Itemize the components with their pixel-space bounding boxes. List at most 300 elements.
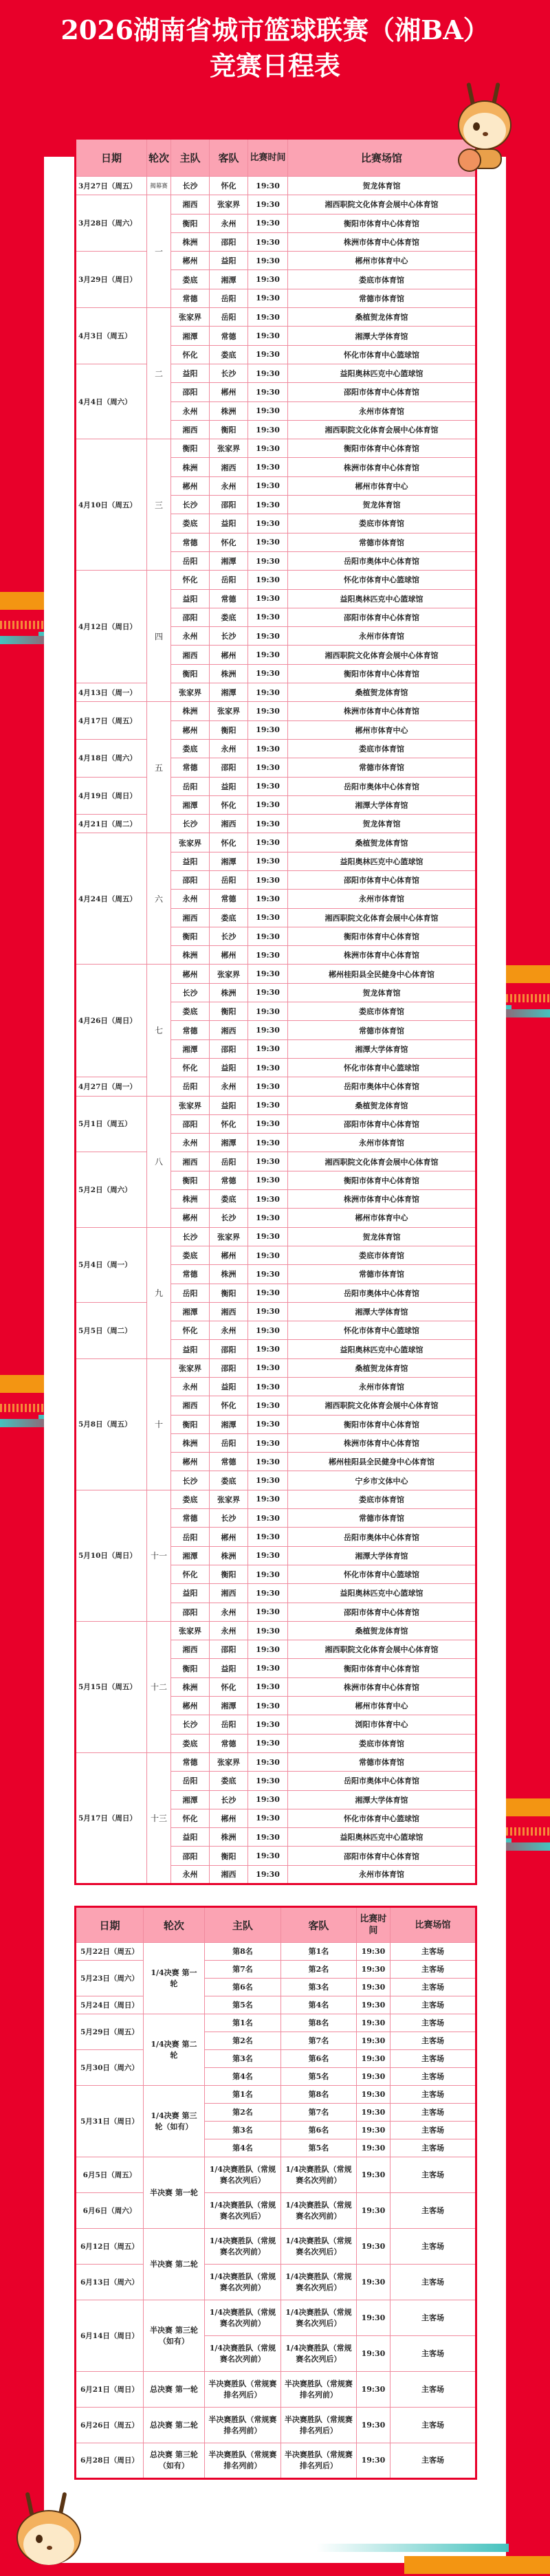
cell-date: 3月28日（周六） (76, 195, 147, 252)
cell-venue: 主客场 (390, 1979, 476, 1996)
cell-home-team: 湘西 (171, 420, 210, 439)
cell-home-team: 永州 (171, 1134, 210, 1152)
cell-time: 19:30 (248, 777, 288, 795)
table-row (76, 1943, 476, 1961)
cell-home-team: 常德 (171, 758, 210, 777)
cell-away-team: 娄底 (210, 1190, 248, 1209)
cell-away-team: 长沙 (210, 927, 248, 945)
cell-venue: 主客场 (390, 2068, 476, 2086)
cell-venue: 郴州桂阳县全民健身中心体育馆 (288, 1453, 476, 1471)
cell-home-team: 株洲 (171, 946, 210, 965)
cell-home-team: 衡阳 (171, 214, 210, 232)
cell-away-team: 怀化 (210, 177, 248, 195)
page-title (0, 12, 550, 84)
cell-venue: 湘西职院文化体育会展中心体育馆 (288, 420, 476, 439)
cell-time: 19:30 (356, 1996, 390, 2014)
cell-round: 八 (147, 1096, 171, 1227)
cell-venue: 怀化市体育中心篮球馆 (288, 571, 476, 589)
col-header-time: 比赛时间 (248, 139, 288, 177)
cell-time: 19:30 (248, 1584, 288, 1603)
cell-time: 19:30 (248, 214, 288, 232)
cell-time: 19:30 (248, 1865, 288, 1884)
cell-round: 十 (147, 1358, 171, 1490)
cell-away-team: 第7名 (280, 2104, 356, 2122)
cell-away-team: 岳阳 (210, 308, 248, 327)
cell-venue: 湘西职院文化体育会展中心体育馆 (288, 646, 476, 664)
cell-time: 19:30 (356, 2139, 390, 2157)
regular-season-table (74, 137, 477, 1885)
cell-home-team: 1/4决赛胜队（常规赛名次列前） (204, 2265, 280, 2300)
cell-time: 19:30 (248, 1340, 288, 1358)
cell-home-team: 怀化 (171, 571, 210, 589)
cell-time: 19:30 (356, 2014, 390, 2032)
cell-time: 19:30 (248, 1171, 288, 1189)
cell-venue: 益阳奥林匹克中心篮球馆 (288, 852, 476, 870)
cell-time: 19:30 (248, 551, 288, 570)
cell-date: 6月13日（周六） (76, 2265, 144, 2300)
cell-home-team: 第2名 (204, 2032, 280, 2050)
cell-away-team: 张家界 (210, 1227, 248, 1246)
cell-time: 19:30 (248, 890, 288, 908)
table-row (76, 1358, 476, 1377)
cell-time: 19:30 (248, 1453, 288, 1471)
cell-away-team: 半决赛胜队（常规赛排名列前） (280, 2372, 356, 2408)
cell-home-team: 邵阳 (171, 608, 210, 626)
cell-venue: 永州市体育馆 (288, 890, 476, 908)
cell-venue: 郴州市体育中心 (288, 1209, 476, 1227)
cell-home-team: 第5名 (204, 1996, 280, 2014)
cell-venue: 益阳奥林匹克中心篮球馆 (288, 1340, 476, 1358)
cell-venue: 湘潭大学体育馆 (288, 1039, 476, 1058)
cell-home-team: 益阳 (171, 1584, 210, 1603)
cell-home-team: 张家界 (171, 683, 210, 702)
cell-venue: 娄底市体育馆 (288, 1246, 476, 1264)
cell-home-team: 永州 (171, 627, 210, 646)
cell-away-team: 株洲 (210, 1828, 248, 1847)
cell-venue: 桑植贺龙体育馆 (288, 1621, 476, 1640)
cell-time: 19:30 (248, 965, 288, 983)
cell-away-team: 第5名 (280, 2139, 356, 2157)
table-header-row (76, 1907, 476, 1943)
cell-date: 5月4日（周一） (76, 1227, 147, 1302)
cell-venue: 永州市体育馆 (288, 627, 476, 646)
table-row (76, 1227, 476, 1246)
cell-home-team: 怀化 (171, 1058, 210, 1077)
cell-round: 一 (147, 195, 171, 308)
cell-home-team: 娄底 (171, 270, 210, 289)
cell-round: 总决赛 第一轮 (143, 2372, 204, 2408)
cell-home-team: 邵阳 (171, 383, 210, 401)
cell-away-team: 衡阳 (210, 1284, 248, 1302)
col-header-date: 日期 (76, 1907, 144, 1943)
cell-time: 19:30 (248, 345, 288, 364)
cell-venue: 郴州市体育中心 (288, 252, 476, 270)
cell-home-team: 湘潭 (171, 1302, 210, 1321)
cell-venue: 永州市体育馆 (288, 1865, 476, 1884)
cell-home-team: 益阳 (171, 1828, 210, 1847)
cell-home-team: 常德 (171, 289, 210, 307)
cell-away-team: 邵阳 (210, 496, 248, 514)
table-row (76, 777, 476, 795)
cell-home-team: 1/4决赛胜队（常规赛名次列前） (204, 2336, 280, 2372)
cell-away-team: 湘潭 (210, 1134, 248, 1152)
cell-time: 19:30 (248, 1152, 288, 1171)
cell-time: 19:30 (248, 1433, 288, 1452)
cell-home-team: 长沙 (171, 1227, 210, 1246)
table-row (76, 2443, 476, 2479)
cell-home-team: 第4名 (204, 2068, 280, 2086)
cell-away-team: 永州 (210, 1077, 248, 1096)
cell-date: 4月26日（周日） (76, 965, 147, 1077)
cell-home-team: 怀化 (171, 1809, 210, 1827)
cell-venue: 岳阳市奥体中心体育馆 (288, 1528, 476, 1546)
cell-home-team: 1/4决赛胜队（常规赛名次列后） (204, 2157, 280, 2193)
cell-away-team: 1/4决赛胜队（常规赛名次列前） (280, 2193, 356, 2229)
cell-time: 19:30 (248, 608, 288, 626)
table-row (76, 1077, 476, 1096)
cell-venue: 岳阳市奥体中心体育馆 (288, 1772, 476, 1790)
cell-away-team: 永州 (210, 214, 248, 232)
title-line-2: 竞赛日程表 (209, 50, 340, 81)
col-header-away: 客队 (210, 139, 248, 177)
cell-away-team: 常德 (210, 1171, 248, 1189)
cell-venue: 娄底市体育馆 (288, 514, 476, 533)
cell-venue: 主客场 (390, 2300, 476, 2336)
cell-venue: 郴州市体育中心 (288, 1697, 476, 1715)
table-row (76, 815, 476, 833)
cell-date: 5月22日（周五） (76, 1943, 144, 1961)
cell-time: 19:30 (248, 289, 288, 307)
cell-round: 十三 (147, 1752, 171, 1884)
cell-time: 19:30 (248, 439, 288, 458)
cell-venue: 主客场 (390, 1943, 476, 1961)
cell-time: 19:30 (248, 683, 288, 702)
cell-home-team: 第8名 (204, 1943, 280, 1961)
cell-time: 19:30 (248, 252, 288, 270)
deer-mascot-top (454, 82, 516, 220)
cell-away-team: 永州 (210, 476, 248, 495)
cell-date: 6月26日（周五） (76, 2408, 144, 2443)
cell-away-team: 郴州 (210, 1528, 248, 1546)
cell-away-team: 张家界 (210, 1490, 248, 1508)
cell-away-team: 郴州 (210, 946, 248, 965)
cell-venue: 主客场 (390, 2014, 476, 2032)
cell-time: 19:30 (248, 758, 288, 777)
table-row (76, 2408, 476, 2443)
table-header-row (76, 139, 476, 177)
cell-time: 19:30 (248, 1039, 288, 1058)
cell-away-team: 益阳 (210, 1096, 248, 1114)
cell-home-team: 娄底 (171, 739, 210, 758)
cell-venue: 永州市体育馆 (288, 1378, 476, 1396)
cell-venue: 株洲市体育中心体育馆 (288, 946, 476, 965)
cell-home-team: 第3名 (204, 2122, 280, 2139)
cell-away-team: 岳阳 (210, 870, 248, 889)
cell-venue: 怀化市体育中心篮球馆 (288, 1321, 476, 1340)
cell-round: 1/4决赛 第一轮 (143, 1943, 204, 2014)
table-row (76, 2157, 476, 2193)
cell-time: 19:30 (248, 420, 288, 439)
cell-venue: 贺龙体育馆 (288, 815, 476, 833)
table-row (76, 2265, 476, 2300)
cell-away-team: 第4名 (280, 1996, 356, 2014)
cell-home-team: 衡阳 (171, 1171, 210, 1189)
cell-venue: 主客场 (390, 2139, 476, 2157)
cell-home-team: 长沙 (171, 983, 210, 1002)
cell-round: 二 (147, 308, 171, 439)
cell-home-team: 常德 (171, 1265, 210, 1284)
cell-time: 19:30 (248, 983, 288, 1002)
cell-away-team: 张家界 (210, 195, 248, 214)
cell-date: 4月21日（周二） (76, 815, 147, 833)
cell-away-team: 湘西 (210, 1302, 248, 1321)
cell-venue: 永州市体育馆 (288, 1134, 476, 1152)
playoffs-table (74, 1906, 477, 2480)
cell-time: 19:30 (248, 1715, 288, 1734)
cell-away-team: 娄底 (210, 345, 248, 364)
cell-home-team: 娄底 (171, 1490, 210, 1508)
cell-venue: 娄底市体育馆 (288, 1490, 476, 1508)
cell-venue: 桑植贺龙体育馆 (288, 833, 476, 852)
cell-date: 5月30日（周六） (76, 2050, 144, 2086)
cell-home-team: 张家界 (171, 833, 210, 852)
cell-time: 19:30 (248, 496, 288, 514)
cell-home-team: 郴州 (171, 720, 210, 739)
cell-away-team: 第2名 (280, 1961, 356, 1979)
table-row (76, 439, 476, 458)
table-row (76, 833, 476, 852)
cell-home-team: 半决赛胜队（常规赛排名列前） (204, 2408, 280, 2443)
cell-venue: 湘潭大学体育馆 (288, 1302, 476, 1321)
cell-away-team: 半决赛胜队（常规赛排名列后） (280, 2408, 356, 2443)
cell-home-team: 益阳 (171, 364, 210, 382)
cell-venue: 常德市体育馆 (288, 1265, 476, 1284)
cell-venue: 株洲市体育中心体育馆 (288, 1190, 476, 1209)
cell-away-team: 长沙 (210, 1790, 248, 1809)
cell-time: 19:30 (248, 1415, 288, 1433)
cell-home-team: 张家界 (171, 1621, 210, 1640)
cell-venue: 浏阳市体育中心 (288, 1715, 476, 1734)
cell-round: 七 (147, 965, 171, 1096)
cell-round: 揭幕赛 (147, 177, 171, 195)
cell-home-team: 常德 (171, 1509, 210, 1528)
cell-venue: 主客场 (390, 2372, 476, 2408)
table-row (76, 1490, 476, 1508)
cell-time: 19:30 (248, 720, 288, 739)
cell-venue: 衡阳市体育中心体育馆 (288, 664, 476, 683)
cell-away-team: 衡阳 (210, 1565, 248, 1583)
cell-away-team: 娄底 (210, 608, 248, 626)
cell-time: 19:30 (356, 2193, 390, 2229)
cell-venue: 益阳奥林匹克中心篮球馆 (288, 1828, 476, 1847)
cell-venue: 益阳奥林匹克中心篮球馆 (288, 589, 476, 608)
cell-away-team: 湘西 (210, 1584, 248, 1603)
cell-date: 4月13日（周一） (76, 683, 147, 702)
cell-time: 19:30 (248, 383, 288, 401)
cell-home-team: 邵阳 (171, 1847, 210, 1865)
cell-away-team: 常德 (210, 1734, 248, 1752)
table-row (76, 308, 476, 327)
cell-away-team: 株洲 (210, 1546, 248, 1565)
cell-away-team: 郴州 (210, 1809, 248, 1827)
cell-date: 3月27日（周五） (76, 177, 147, 195)
bottom-orange-bar (404, 2556, 550, 2574)
cell-away-team: 湘潭 (210, 683, 248, 702)
cell-venue: 岳阳市奥体中心体育馆 (288, 777, 476, 795)
cell-venue: 主客场 (390, 2050, 476, 2068)
cell-home-team: 1/4决赛胜队（常规赛名次列前） (204, 2300, 280, 2336)
cell-home-team: 湘潭 (171, 1546, 210, 1565)
cell-round: 四 (147, 571, 171, 702)
cell-home-team: 怀化 (171, 345, 210, 364)
cell-venue: 株洲市体育中心体育馆 (288, 1677, 476, 1696)
cell-venue: 益阳奥林匹克中心篮球馆 (288, 364, 476, 382)
cell-time: 19:30 (248, 1114, 288, 1133)
cell-date: 4月19日（周日） (76, 777, 147, 815)
cell-venue: 贺龙体育馆 (288, 983, 476, 1002)
cell-home-team: 郴州 (171, 252, 210, 270)
cell-home-team: 半决赛胜队（常规赛排名列前） (204, 2443, 280, 2479)
cell-time: 19:30 (356, 2050, 390, 2068)
cell-venue: 贺龙体育馆 (288, 496, 476, 514)
cell-away-team: 益阳 (210, 514, 248, 533)
cell-away-team: 娄底 (210, 908, 248, 927)
cell-home-team: 怀化 (171, 1565, 210, 1583)
cell-time: 19:30 (248, 401, 288, 420)
cell-round: 三 (147, 439, 171, 571)
col-header-venue: 比赛场馆 (288, 139, 476, 177)
cell-away-team: 长沙 (210, 1209, 248, 1227)
cell-home-team: 湘潭 (171, 795, 210, 814)
cell-time: 19:30 (248, 1096, 288, 1114)
cell-time: 19:30 (356, 2086, 390, 2104)
cell-round: 五 (147, 702, 171, 833)
cell-round: 十一 (147, 1490, 171, 1621)
cell-time: 19:30 (248, 1828, 288, 1847)
cell-date: 4月18日（周六） (76, 739, 147, 777)
cell-home-team: 长沙 (171, 815, 210, 833)
cell-venue: 株洲市体育中心体育馆 (288, 1433, 476, 1452)
cell-venue: 常德市体育馆 (288, 1509, 476, 1528)
cell-venue: 邵阳市体育中心体育馆 (288, 608, 476, 626)
cell-away-team: 邵阳 (210, 1340, 248, 1358)
cell-venue: 湘西职院文化体育会展中心体育馆 (288, 1640, 476, 1659)
cell-away-team: 永州 (210, 1321, 248, 1340)
cell-venue: 桑植贺龙体育馆 (288, 683, 476, 702)
cell-time: 19:30 (248, 1471, 288, 1490)
cell-date: 6月12日（周五） (76, 2229, 144, 2265)
cell-away-team: 娄底 (210, 1471, 248, 1490)
cell-time: 19:30 (248, 1265, 288, 1284)
cell-home-team: 娄底 (171, 1734, 210, 1752)
cell-away-team: 湘西 (210, 1865, 248, 1884)
cell-away-team: 张家界 (210, 1752, 248, 1771)
cell-time: 19:30 (248, 1734, 288, 1752)
cell-date: 6月28日（周日） (76, 2443, 144, 2479)
cell-time: 19:30 (248, 1640, 288, 1659)
cell-home-team: 湘潭 (171, 1790, 210, 1809)
cell-date: 4月27日（周一） (76, 1077, 147, 1096)
cell-away-team: 常德 (210, 589, 248, 608)
cell-time: 19:30 (356, 1961, 390, 1979)
table-row (76, 2086, 476, 2104)
cell-venue: 湘潭大学体育馆 (288, 327, 476, 345)
table-row (76, 177, 476, 195)
cell-venue: 常德市体育馆 (288, 758, 476, 777)
cell-home-team: 半决赛胜队（常规赛排名列后） (204, 2372, 280, 2408)
cell-time: 19:30 (248, 177, 288, 195)
cell-time: 19:30 (248, 270, 288, 289)
cell-venue: 怀化市体育中心篮球馆 (288, 1058, 476, 1077)
cell-venue: 邵阳市体育中心体育馆 (288, 1847, 476, 1865)
cell-home-team: 岳阳 (171, 1077, 210, 1096)
cell-time: 19:30 (248, 664, 288, 683)
cell-away-team: 第6名 (280, 2122, 356, 2139)
cell-venue: 衡阳市体育中心体育馆 (288, 1659, 476, 1677)
cell-home-team: 第7名 (204, 1961, 280, 1979)
cell-time: 19:30 (356, 2300, 390, 2336)
cell-away-team: 邵阳 (210, 1039, 248, 1058)
table-row (76, 1096, 476, 1114)
cell-home-team: 常德 (171, 1752, 210, 1771)
cell-away-team: 邵阳 (210, 232, 248, 251)
stripe-decoration (506, 1798, 550, 1874)
cell-away-team: 第1名 (280, 1943, 356, 1961)
cell-away-team: 株洲 (210, 401, 248, 420)
cell-time: 19:30 (356, 2122, 390, 2139)
cell-time: 19:30 (248, 1528, 288, 1546)
cell-venue: 衡阳市体育中心体育馆 (288, 214, 476, 232)
cell-venue: 湘潭大学体育馆 (288, 795, 476, 814)
cell-venue: 常德市体育馆 (288, 533, 476, 551)
cell-venue: 常德市体育馆 (288, 1021, 476, 1039)
cell-venue: 主客场 (390, 2229, 476, 2265)
deer-mascot-bottom (12, 2492, 88, 2576)
cell-away-team: 常德 (210, 327, 248, 345)
cell-away-team: 湘潭 (210, 270, 248, 289)
cell-home-team: 湘西 (171, 908, 210, 927)
cell-away-team: 半决赛胜队（常规赛排名列后） (280, 2443, 356, 2479)
cell-venue: 岳阳市奥体中心体育馆 (288, 551, 476, 570)
title-line-1: 2026湖南省城市篮球联赛（湘BA） (60, 14, 490, 45)
cell-round: 总决赛 第三轮（如有） (143, 2443, 204, 2479)
cell-home-team: 常德 (171, 1021, 210, 1039)
col-header-time: 比赛时间 (356, 1907, 390, 1943)
cell-venue: 主客场 (390, 2265, 476, 2300)
cell-home-team: 怀化 (171, 1321, 210, 1340)
cell-home-team: 益阳 (171, 1340, 210, 1358)
cell-time: 19:30 (248, 1077, 288, 1096)
cell-time: 19:30 (356, 2336, 390, 2372)
cell-time: 19:30 (248, 739, 288, 758)
col-header-home: 主队 (204, 1907, 280, 1943)
cell-away-team: 益阳 (210, 1058, 248, 1077)
table-row (76, 1961, 476, 1979)
cell-time: 19:30 (248, 852, 288, 870)
cell-home-team: 岳阳 (171, 1528, 210, 1546)
table-row (76, 2014, 476, 2032)
cell-round: 半决赛 第一轮 (143, 2157, 204, 2229)
cell-time: 19:30 (248, 533, 288, 551)
cell-date: 4月17日（周五） (76, 702, 147, 740)
col-header-home: 主队 (171, 139, 210, 177)
cell-home-team: 湘潭 (171, 327, 210, 345)
cell-home-team: 株洲 (171, 1190, 210, 1209)
cell-home-team: 张家界 (171, 308, 210, 327)
cell-venue: 娄底市体育馆 (288, 739, 476, 758)
cell-time: 19:30 (356, 2265, 390, 2300)
cell-away-team: 1/4决赛胜队（常规赛名次列后） (280, 2265, 356, 2300)
